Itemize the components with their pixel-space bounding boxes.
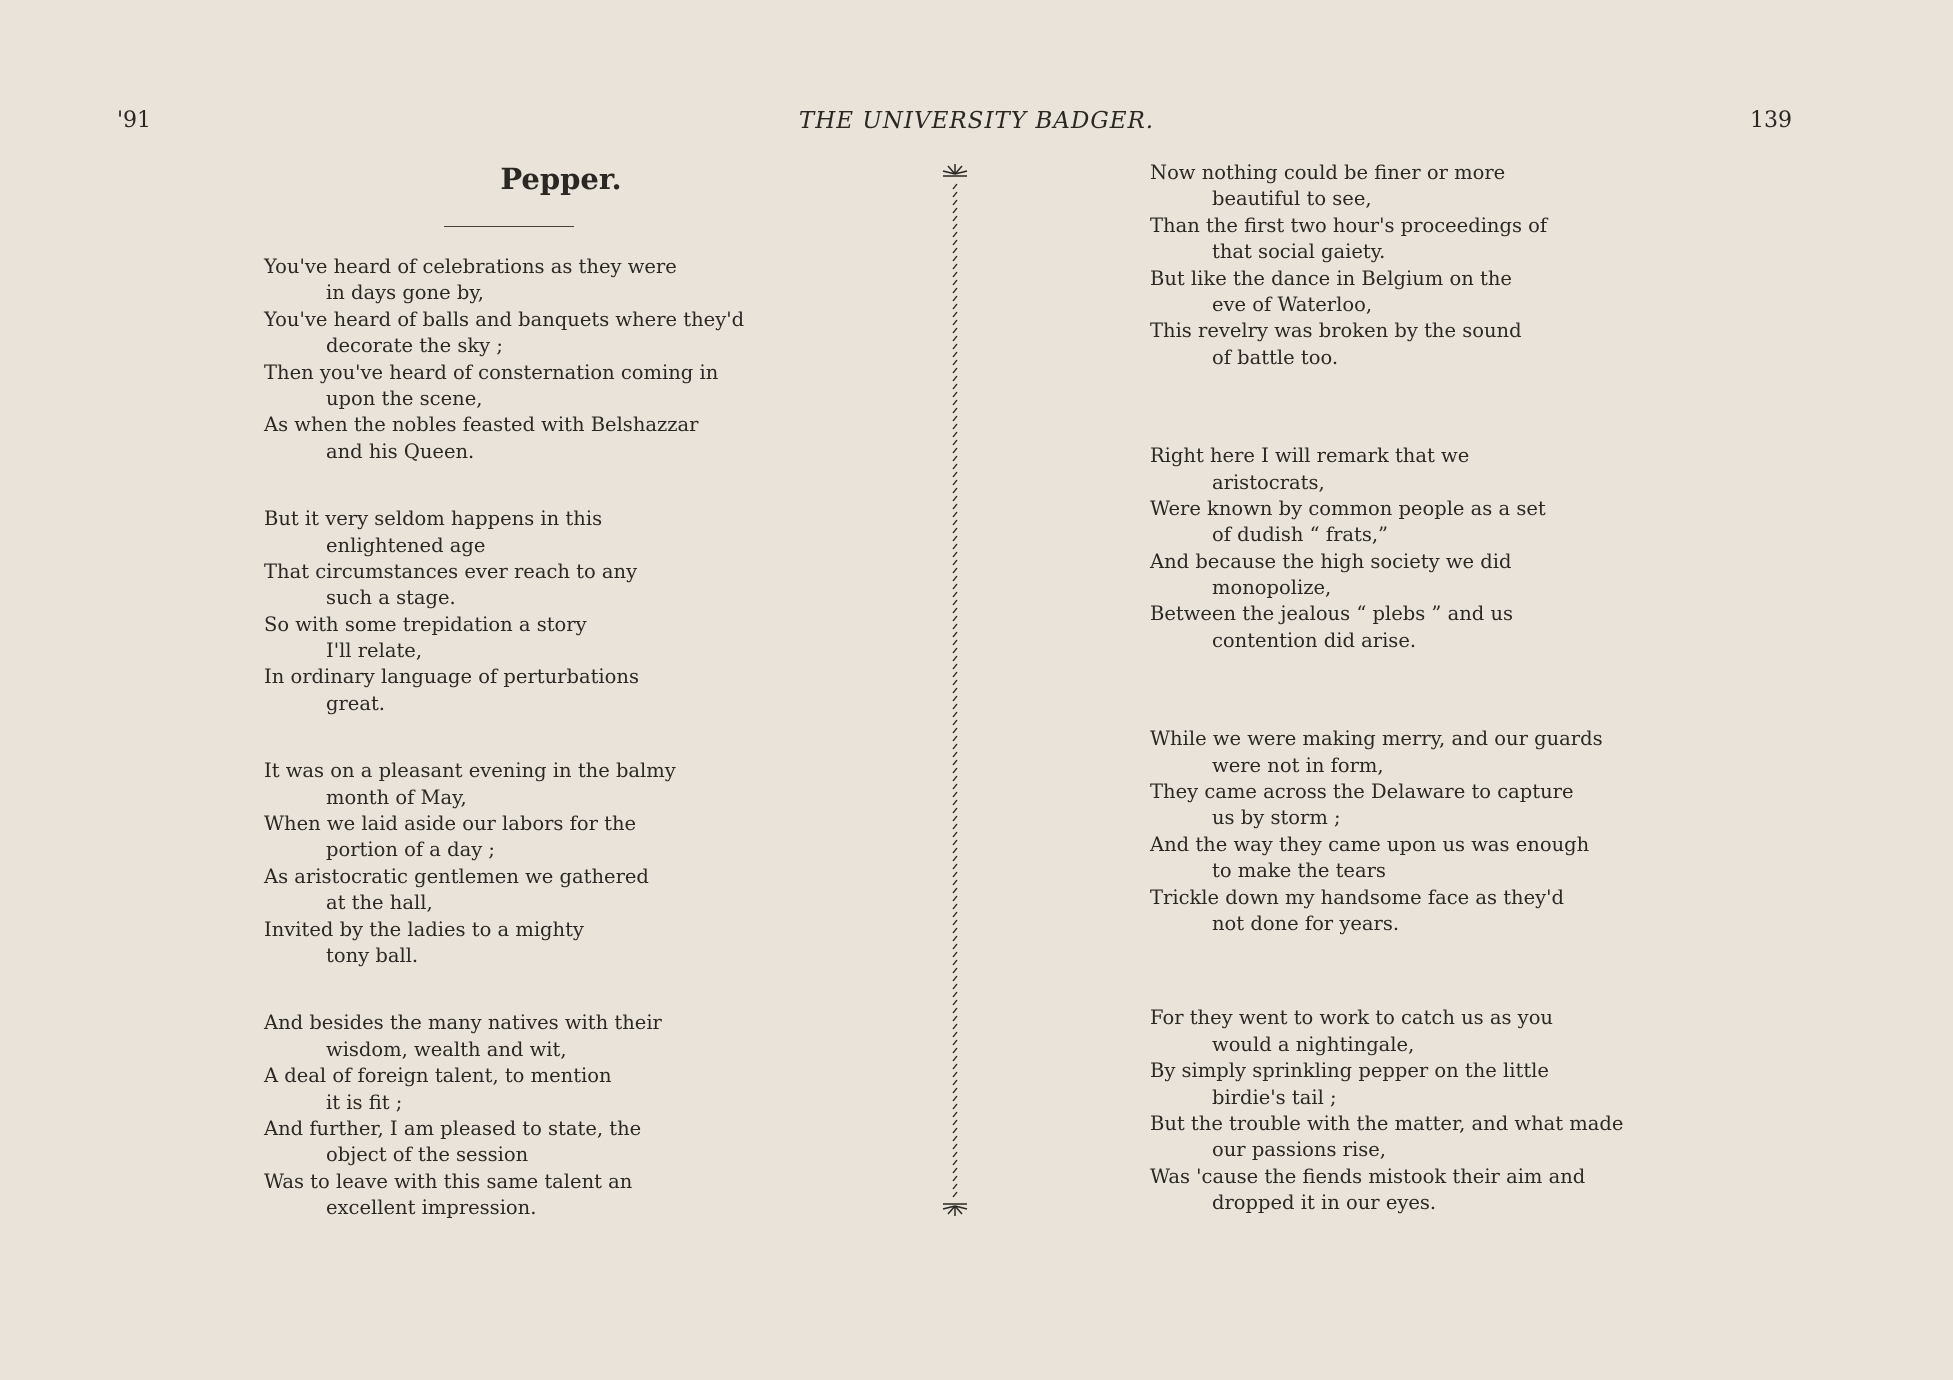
poem-line: that social gaiety. bbox=[1212, 240, 1386, 264]
poem-line: By simply sprinkling pepper on the little bbox=[1150, 1059, 1549, 1083]
running-head-title: THE UNIVERSITY BADGER. bbox=[798, 108, 1155, 134]
poem-line: object of the session bbox=[326, 1143, 529, 1167]
chain-link bbox=[953, 360, 957, 365]
ornament-chain bbox=[953, 184, 957, 1197]
chain-link bbox=[953, 456, 957, 461]
chain-link bbox=[953, 896, 957, 901]
poem-line: Were known by common people as a set bbox=[1150, 496, 1546, 520]
poem-line: I'll relate, bbox=[326, 639, 423, 663]
chain-link bbox=[953, 240, 957, 245]
chain-link bbox=[953, 248, 957, 253]
poem-line: of dudish “ frats,” bbox=[1212, 523, 1389, 547]
chain-link bbox=[953, 848, 957, 853]
poem-line: birdie's tail ; bbox=[1212, 1085, 1337, 1109]
poem-line: Was 'cause the fiends mistook their aim and bbox=[1150, 1164, 1586, 1188]
poem-line: It was on a pleasant evening in the balmy bbox=[264, 759, 676, 783]
chain-link bbox=[953, 1032, 957, 1037]
poem-line: Invited by the ladies to a mighty bbox=[264, 917, 584, 941]
chain-link bbox=[953, 864, 957, 869]
poem-line: So with some trepidation a story bbox=[264, 612, 587, 636]
chain-link bbox=[953, 336, 957, 341]
chain-link bbox=[953, 232, 957, 237]
header-year: '91 bbox=[117, 108, 152, 133]
chain-link bbox=[953, 1008, 957, 1013]
poem-line: tony ball. bbox=[326, 943, 419, 967]
stanza bbox=[1150, 1005, 1710, 1216]
chain-link bbox=[953, 856, 957, 861]
poem-left-column bbox=[264, 254, 784, 1222]
chain-link bbox=[953, 976, 957, 981]
stanza bbox=[264, 254, 784, 465]
title-rule bbox=[444, 226, 574, 227]
poem-line: to make the tears bbox=[1212, 859, 1386, 883]
chain-link bbox=[953, 448, 957, 453]
poem-line: When we laid aside our labors for the bbox=[264, 812, 637, 836]
chain-link bbox=[953, 656, 957, 661]
poem-line: And the way they came upon us was enough bbox=[1150, 832, 1590, 856]
chain-link bbox=[953, 712, 957, 717]
chain-link bbox=[953, 872, 957, 877]
chain-link bbox=[953, 760, 957, 765]
chain-link bbox=[953, 384, 957, 389]
chain-link bbox=[953, 1040, 957, 1045]
chain-link bbox=[953, 400, 957, 405]
poem-line: Between the jealous “ plebs ” and us bbox=[1150, 602, 1514, 626]
poem-line: our passions rise, bbox=[1212, 1138, 1386, 1162]
poem-line: wisdom, wealth and wit, bbox=[326, 1037, 567, 1061]
stanza bbox=[1150, 160, 1710, 371]
chain-link bbox=[953, 1104, 957, 1109]
chain-link bbox=[953, 392, 957, 397]
chain-link bbox=[953, 1184, 957, 1189]
chain-link bbox=[953, 832, 957, 837]
poem-line: For they went to work to catch us as you bbox=[1150, 1006, 1553, 1030]
chain-link bbox=[953, 352, 957, 357]
chain-link bbox=[953, 224, 957, 229]
chain-link bbox=[953, 840, 957, 845]
chain-link bbox=[953, 296, 957, 301]
poem-line: and his Queen. bbox=[326, 439, 475, 463]
ornament-bottom-icon bbox=[943, 1204, 967, 1216]
poem-line: eve of Waterloo, bbox=[1212, 292, 1373, 316]
chain-link bbox=[953, 320, 957, 325]
chain-link bbox=[953, 640, 957, 645]
chain-link bbox=[953, 376, 957, 381]
chain-link bbox=[953, 824, 957, 829]
chain-link bbox=[953, 1120, 957, 1125]
chain-link bbox=[953, 1168, 957, 1173]
chain-link bbox=[953, 720, 957, 725]
chain-link bbox=[953, 592, 957, 597]
chain-link bbox=[953, 736, 957, 741]
chain-link bbox=[953, 328, 957, 333]
poem-line: excellent impression. bbox=[326, 1196, 537, 1220]
poem-line: Than the first two hour's proceedings of bbox=[1150, 213, 1548, 237]
chain-link bbox=[953, 1176, 957, 1181]
poem-line: contention did arise. bbox=[1212, 628, 1417, 652]
chain-link bbox=[953, 552, 957, 557]
chain-link bbox=[953, 816, 957, 821]
chain-link bbox=[953, 1080, 957, 1085]
stanza bbox=[1150, 443, 1710, 654]
chain-link bbox=[953, 488, 957, 493]
poem-line: in days gone by, bbox=[326, 281, 484, 305]
chain-link bbox=[953, 584, 957, 589]
chain-link bbox=[953, 912, 957, 917]
poem-line: great. bbox=[326, 691, 386, 715]
chain-link bbox=[953, 416, 957, 421]
page-number: 139 bbox=[1750, 108, 1792, 133]
poem-line: it is fit ; bbox=[326, 1090, 403, 1114]
poem-line: enlightened age bbox=[326, 533, 486, 557]
chain-link bbox=[953, 672, 957, 677]
chain-link bbox=[953, 496, 957, 501]
stanza bbox=[1150, 726, 1710, 937]
poem-line: at the hall, bbox=[326, 891, 433, 915]
chain-link bbox=[953, 216, 957, 221]
chain-link bbox=[953, 408, 957, 413]
chain-link bbox=[953, 256, 957, 261]
chain-link bbox=[953, 1144, 957, 1149]
poem-line: such a stage. bbox=[326, 586, 456, 610]
stanza bbox=[264, 1010, 784, 1221]
stanza bbox=[264, 758, 784, 969]
chain-link bbox=[953, 696, 957, 701]
chain-link bbox=[953, 744, 957, 749]
chain-link bbox=[953, 800, 957, 805]
poem-line: While we were making merry, and our guards bbox=[1150, 727, 1603, 751]
chain-link bbox=[953, 680, 957, 685]
chain-link bbox=[953, 624, 957, 629]
chain-link bbox=[953, 688, 957, 693]
chain-link bbox=[953, 1048, 957, 1053]
chain-link bbox=[953, 784, 957, 789]
chain-link bbox=[953, 544, 957, 549]
chain-link bbox=[953, 440, 957, 445]
chain-link bbox=[953, 312, 957, 317]
poem-line: were not in form, bbox=[1212, 753, 1384, 777]
poem-title: Pepper. bbox=[500, 162, 622, 196]
chain-link bbox=[953, 1160, 957, 1165]
chain-link bbox=[953, 1000, 957, 1005]
ornamental-column-divider bbox=[940, 162, 970, 1218]
chain-link bbox=[953, 600, 957, 605]
chain-link bbox=[953, 944, 957, 949]
chain-link bbox=[953, 512, 957, 517]
poem-line: Trickle down my handsome face as they'd bbox=[1150, 885, 1564, 909]
chain-link bbox=[953, 304, 957, 309]
poem-line: As when the nobles feasted with Belshazzar bbox=[264, 413, 699, 437]
chain-link bbox=[953, 1096, 957, 1101]
chain-link bbox=[953, 1024, 957, 1029]
chain-link bbox=[953, 288, 957, 293]
poem-line: But the trouble with the matter, and what made bbox=[1150, 1111, 1624, 1135]
ornament-top-icon bbox=[943, 164, 967, 176]
chain-link bbox=[953, 968, 957, 973]
poem-line: A deal of foreign talent, to mention bbox=[264, 1064, 612, 1088]
chain-link bbox=[953, 184, 957, 189]
chain-link bbox=[953, 1072, 957, 1077]
poem-line: of battle too. bbox=[1212, 345, 1339, 369]
poem-line: They came across the Delaware to capture bbox=[1150, 780, 1574, 804]
poem-line: Now nothing could be finer or more bbox=[1150, 161, 1506, 184]
poem-line: And further, I am pleased to state, the bbox=[264, 1116, 642, 1140]
poem-line: You've heard of celebrations as they were bbox=[264, 255, 677, 278]
poem-line: You've heard of balls and banquets where they'd bbox=[264, 307, 745, 331]
poem-line: not done for years. bbox=[1212, 911, 1400, 935]
chain-link bbox=[953, 432, 957, 437]
chain-link bbox=[953, 368, 957, 373]
chain-link bbox=[953, 1064, 957, 1069]
chain-link bbox=[953, 1016, 957, 1021]
chain-link bbox=[953, 704, 957, 709]
chain-link bbox=[953, 648, 957, 653]
chain-link bbox=[953, 960, 957, 965]
chain-link bbox=[953, 464, 957, 469]
poem-line: But it very seldom happens in this bbox=[264, 507, 603, 531]
chain-link bbox=[953, 528, 957, 533]
chain-link bbox=[953, 1128, 957, 1133]
poem-line: decorate the sky ; bbox=[326, 334, 503, 358]
chain-link bbox=[953, 888, 957, 893]
poem-line: aristocrats, bbox=[1212, 470, 1325, 494]
poem-line: us by storm ; bbox=[1212, 806, 1341, 830]
poem-line: month of May, bbox=[326, 785, 467, 809]
chain-link bbox=[953, 1112, 957, 1117]
chain-link bbox=[953, 280, 957, 285]
chain-link bbox=[953, 536, 957, 541]
chain-link bbox=[953, 1136, 957, 1141]
chain-link bbox=[953, 776, 957, 781]
chain-link bbox=[953, 728, 957, 733]
chain-link bbox=[953, 952, 957, 957]
chain-link bbox=[953, 1056, 957, 1061]
poem-line: As aristocratic gentlemen we gathered bbox=[264, 864, 649, 888]
poem-line: Right here I will remark that we bbox=[1150, 444, 1470, 468]
poem-line: monopolize, bbox=[1212, 576, 1332, 600]
poem-line: And besides the many natives with their bbox=[264, 1011, 662, 1035]
poem-line: Was to leave with this same talent an bbox=[264, 1169, 633, 1193]
poem-line: And because the high society we did bbox=[1150, 549, 1512, 573]
chain-link bbox=[953, 1088, 957, 1093]
chain-link bbox=[953, 200, 957, 205]
chain-link bbox=[953, 424, 957, 429]
chain-link bbox=[953, 1192, 957, 1197]
poem-line: Then you've heard of consternation coming in bbox=[264, 360, 719, 384]
chain-link bbox=[953, 520, 957, 525]
chain-link bbox=[953, 480, 957, 485]
poem-line: upon the scene, bbox=[326, 386, 483, 410]
chain-link bbox=[953, 992, 957, 997]
chain-link bbox=[953, 472, 957, 477]
poem-line: would a nightingale, bbox=[1212, 1032, 1415, 1056]
poem-line: But like the dance in Belgium on the bbox=[1150, 266, 1512, 290]
chain-link bbox=[953, 504, 957, 509]
chain-link bbox=[953, 808, 957, 813]
chain-link bbox=[953, 344, 957, 349]
chain-link bbox=[953, 560, 957, 565]
chain-link bbox=[953, 576, 957, 581]
poem-line: This revelry was broken by the sound bbox=[1150, 319, 1522, 343]
poem-line: dropped it in our eyes. bbox=[1212, 1191, 1437, 1215]
chain-link bbox=[953, 984, 957, 989]
poem-line: That circumstances ever reach to any bbox=[264, 559, 638, 583]
chain-link bbox=[953, 608, 957, 613]
chain-link bbox=[953, 928, 957, 933]
chain-link bbox=[953, 880, 957, 885]
chain-link bbox=[953, 920, 957, 925]
chain-link bbox=[953, 272, 957, 277]
poem-line: portion of a day ; bbox=[326, 838, 495, 862]
chain-link bbox=[953, 664, 957, 669]
chain-link bbox=[953, 1152, 957, 1157]
chain-link bbox=[953, 936, 957, 941]
chain-link bbox=[953, 768, 957, 773]
chain-link bbox=[953, 264, 957, 269]
stanza bbox=[264, 506, 784, 717]
poem-line: In ordinary language of perturbations bbox=[264, 665, 639, 689]
chain-link bbox=[953, 208, 957, 213]
chain-link bbox=[953, 752, 957, 757]
chain-link bbox=[953, 904, 957, 909]
chain-link bbox=[953, 632, 957, 637]
chain-link bbox=[953, 568, 957, 573]
poem-right-column bbox=[1150, 160, 1710, 1217]
chain-link bbox=[953, 792, 957, 797]
poem-line: beautiful to see, bbox=[1212, 187, 1372, 211]
chain-link bbox=[953, 192, 957, 197]
chain-link bbox=[953, 616, 957, 621]
